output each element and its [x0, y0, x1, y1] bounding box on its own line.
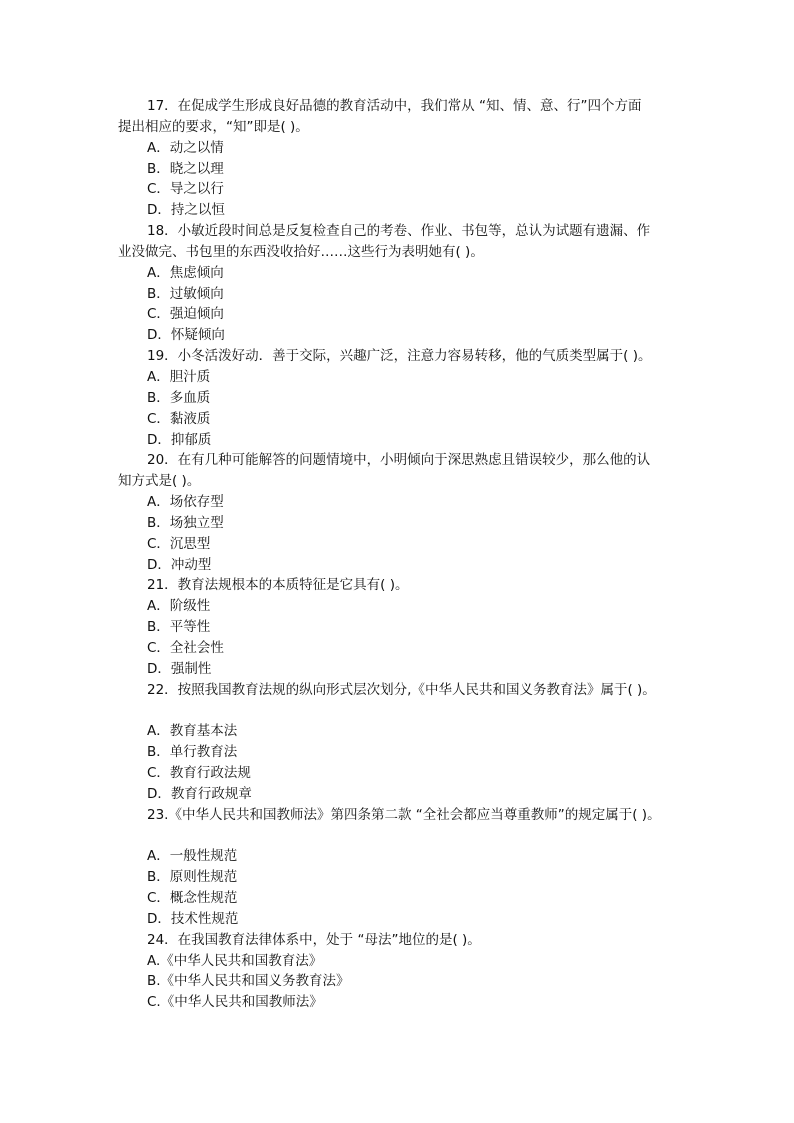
question-text-continued: 提出相应的要求，“知”即是( )。	[118, 118, 309, 135]
option-a: A．阶级性	[147, 598, 211, 615]
question-20	[118, 450, 698, 575]
option-a: A．教育基本法	[147, 723, 238, 740]
question-text-continued: 业没做完、书包里的东西没收拾好……这些行为表明她有( )。	[118, 243, 484, 260]
question-text: 23.《中华人民共和国教师法》第四条第二款 “全社会都应当尊重教师”的规定属于( )。	[147, 806, 661, 823]
option-a: A．胆汁质	[147, 368, 211, 385]
option-d: D．教育行政规章	[147, 785, 252, 802]
option-c: C．概念性规范	[147, 890, 238, 907]
option-a: A．焦虑倾向	[147, 264, 224, 281]
option-a: A．动之以情	[147, 139, 224, 156]
question-text: 21．教育法规根本的本质特征是它具有( )。	[147, 577, 409, 594]
option-a: A．场依存型	[147, 494, 224, 511]
option-c: C．教育行政法规	[147, 765, 251, 781]
option-a: A.《中华人民共和国教育法》	[147, 952, 323, 969]
question-text: 18．小敏近段时间总是反复检查自己的考卷、作业、书包等，总认为试题有遗漏、作	[147, 223, 651, 240]
option-d: D．抑郁质	[147, 431, 212, 448]
question-21	[118, 575, 698, 679]
option-b: B．多血质	[147, 389, 211, 406]
question-text-continued: 知方式是( )。	[118, 473, 201, 490]
question-text: 22．按照我国教育法规的纵向形式层次划分,《中华人民共和国义务教育法》属于( )。	[147, 681, 656, 698]
option-c: C．沉思型	[147, 535, 211, 552]
option-b: B．晓之以理	[147, 160, 224, 177]
question-text: 17．在促成学生形成良好品德的教育活动中，我们常从 “知、情、意、行”四个方面	[147, 98, 642, 114]
option-b: B．平等性	[147, 619, 211, 636]
option-d: D．持之以恒	[147, 202, 225, 219]
question-23	[118, 805, 698, 930]
blank-line	[118, 700, 698, 721]
option-b: B．原则性规范	[147, 869, 238, 886]
option-c: C．导之以行	[147, 181, 224, 198]
option-b: B.《中华人民共和国义务教育法》	[147, 973, 350, 990]
blank-line	[118, 826, 698, 847]
option-c: C.《中华人民共和国教师法》	[147, 994, 323, 1011]
option-a: A．一般性规范	[147, 848, 238, 865]
question-22	[118, 680, 698, 805]
option-c: C．全社会性	[147, 639, 224, 656]
option-c: C．强迫倾向	[147, 306, 224, 323]
question-19	[118, 346, 698, 450]
option-d: D．怀疑倾向	[147, 327, 225, 344]
question-text: 20．在有几种可能解答的问题情境中，小明倾向于深思熟虑且错误较少，那么他的认	[147, 452, 651, 469]
option-d: D．冲动型	[147, 556, 212, 573]
question-24	[118, 930, 698, 1013]
option-c: C．黏液质	[147, 410, 211, 427]
option-b: B．单行教育法	[147, 744, 238, 761]
option-b: B．场独立型	[147, 514, 224, 531]
question-text: 19．小冬活泼好动．善于交际，兴趣广泛，注意力容易转移，他的气质类型属于( )。	[147, 348, 652, 365]
question-list	[118, 96, 698, 1013]
question-18	[118, 221, 698, 346]
option-d: D．技术性规范	[147, 910, 239, 927]
question-text: 24．在我国教育法律体系中，处于 “母法”地位的是( )。	[147, 931, 481, 948]
question-17	[118, 96, 698, 221]
option-b: B．过敏倾向	[147, 285, 224, 302]
option-d: D．强制性	[147, 660, 212, 677]
